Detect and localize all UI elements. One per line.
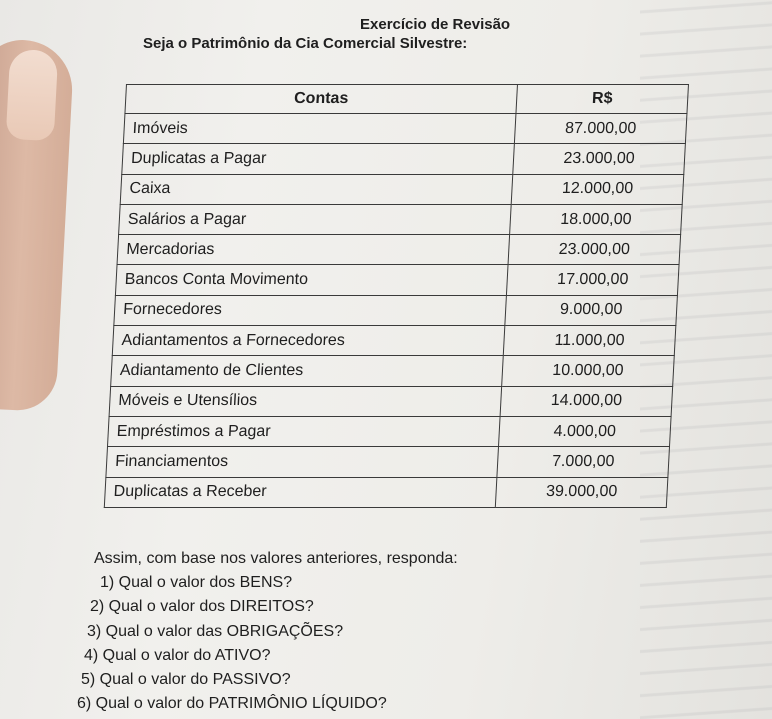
- account-value-cell: 17.000,00: [506, 265, 679, 295]
- table-row: [112, 326, 676, 356]
- question-item: 2) Qual o valor dos DIREITOS?: [90, 598, 314, 616]
- account-name-cell: Mercadorias: [117, 235, 510, 265]
- table-row: [122, 144, 686, 174]
- account-name-cell: Salários a Pagar: [119, 204, 512, 234]
- exercise-subtitle: Seja o Patrimônio da Cia Comercial Silvestre:: [143, 35, 468, 52]
- exercise-title: Exercício de Revisão: [360, 16, 511, 33]
- question-item: 6) Qual o valor do PATRIMÔNIO LÍQUIDO?: [77, 695, 387, 713]
- account-name-cell: Adiantamentos a Fornecedores: [112, 326, 505, 356]
- questions-intro: Assim, com base nos valores anteriores, responda:: [94, 550, 458, 567]
- account-value-cell: 23.000,00: [513, 144, 686, 174]
- table-row: [109, 386, 673, 416]
- table-row: [107, 416, 671, 446]
- account-name-cell: Móveis e Utensílios: [109, 386, 502, 416]
- table-row: [120, 174, 684, 204]
- account-name-cell: Imóveis: [123, 114, 516, 144]
- account-value-cell: 7.000,00: [497, 447, 670, 477]
- account-value-cell: 10.000,00: [502, 356, 675, 386]
- account-name-cell: Duplicatas a Pagar: [122, 144, 515, 174]
- accounts-table-wrapper: [104, 84, 689, 508]
- account-value-cell: 9.000,00: [505, 295, 678, 325]
- account-name-cell: Bancos Conta Movimento: [115, 265, 508, 295]
- header-contas: Contas: [125, 85, 518, 114]
- table-row: [117, 235, 681, 265]
- account-name-cell: Duplicatas a Receber: [104, 477, 497, 507]
- table-row: [106, 447, 670, 477]
- table-row: [111, 356, 675, 386]
- table-body: [104, 114, 687, 508]
- account-name-cell: Caixa: [120, 174, 513, 204]
- account-value-cell: 14.000,00: [500, 386, 673, 416]
- account-value-cell: 39.000,00: [495, 477, 668, 507]
- account-name-cell: Fornecedores: [114, 295, 507, 325]
- question-list: [77, 571, 458, 716]
- accounts-table: [104, 84, 689, 508]
- table-header-row: [125, 85, 689, 114]
- account-value-cell: 11.000,00: [503, 326, 676, 356]
- question-item: 5) Qual o valor do PASSIVO?: [81, 671, 291, 689]
- account-name-cell: Adiantamento de Clientes: [111, 356, 504, 386]
- table-row: [115, 265, 679, 295]
- question-item: 3) Qual o valor das OBRIGAÇÕES?: [87, 622, 344, 640]
- table-row: [119, 204, 683, 234]
- header-valor: R$: [516, 85, 689, 114]
- table-row: [123, 114, 687, 144]
- account-value-cell: 18.000,00: [510, 204, 683, 234]
- question-item: 4) Qual o valor do ATIVO?: [84, 646, 271, 664]
- account-value-cell: 4.000,00: [498, 416, 671, 446]
- questions-block: [77, 547, 458, 716]
- table-row: [114, 295, 678, 325]
- account-value-cell: 12.000,00: [511, 174, 684, 204]
- account-name-cell: Empréstimos a Pagar: [107, 416, 500, 446]
- table-row: [104, 477, 668, 507]
- thumbnail: [6, 49, 59, 141]
- account-value-cell: 23.000,00: [508, 235, 681, 265]
- account-name-cell: Financiamentos: [106, 447, 499, 477]
- account-value-cell: 87.000,00: [514, 114, 687, 144]
- question-item: 1) Qual o valor dos BENS?: [100, 574, 293, 592]
